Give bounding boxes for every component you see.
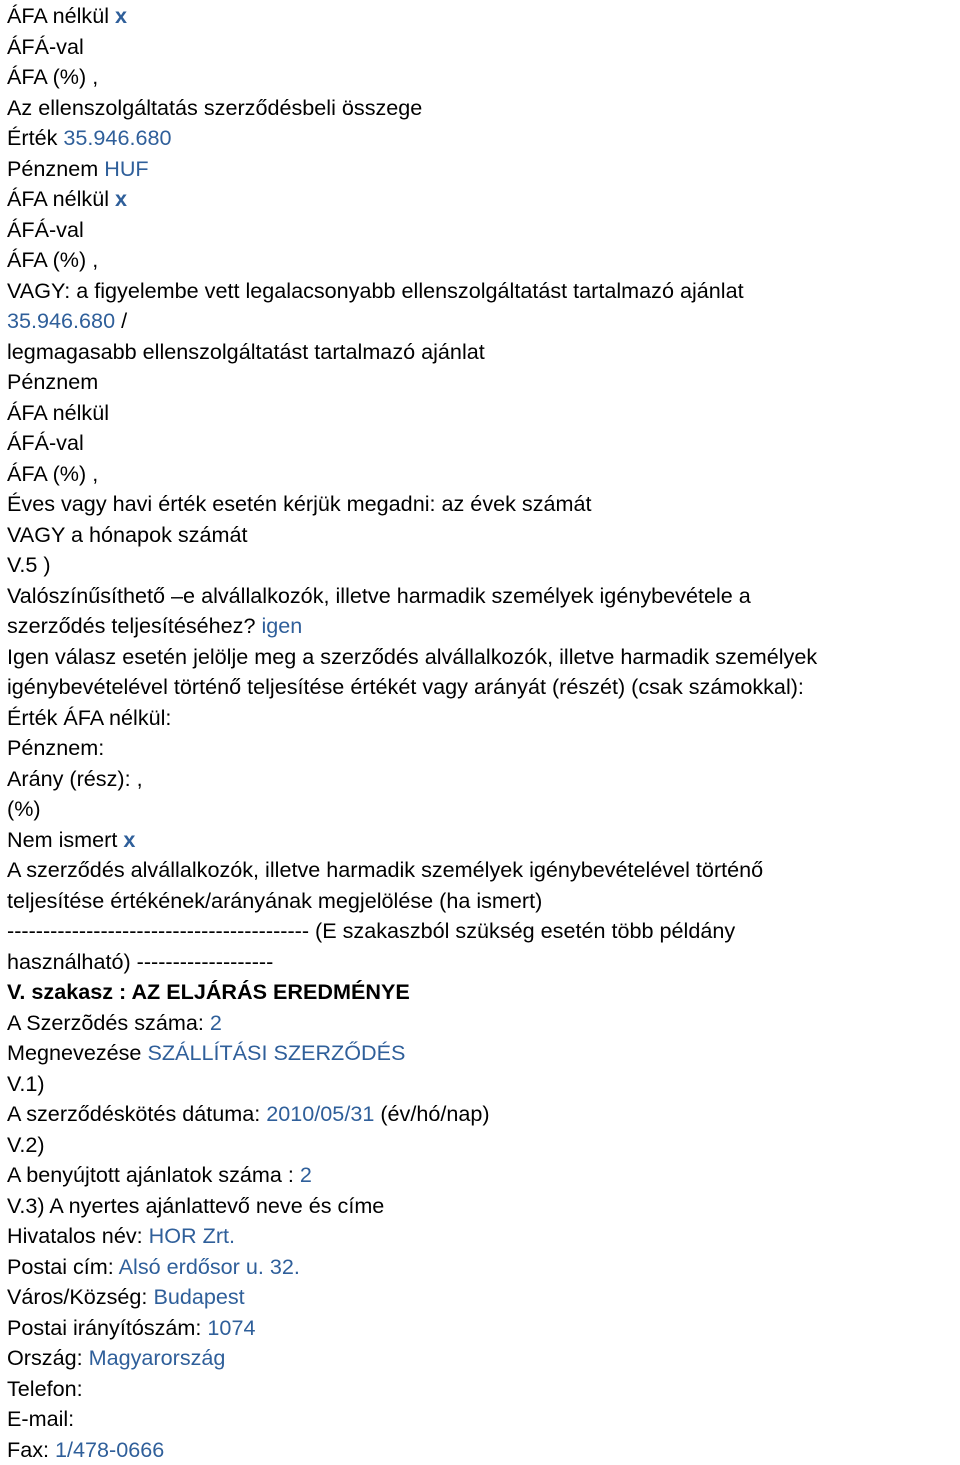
line-label: Az ellenszolgáltatás szerződésbeli összege [7,95,422,120]
line-label: ÁFA nélkül [7,186,109,211]
line-label: E-mail: [7,1406,74,1431]
line-label: ÁFA (%) , [7,461,98,486]
document-line [7,947,959,978]
document-line [7,703,959,734]
line-label: Postai irányítószám: [7,1315,201,1340]
line-label: használható) ------------------- [7,949,273,974]
document-line [7,1221,959,1252]
line-label: Város/Község: [7,1284,147,1309]
line-label: Érték ÁFA nélkül: [7,705,171,730]
document-line [7,184,959,215]
line-label: Éves vagy havi érték esetén kérjük megadni: az évek számát [7,491,592,516]
line-label: Érték [7,125,57,150]
line-value: 1074 [207,1315,255,1340]
line-label: igénybevételével történő teljesítése értékét vagy arányát (részét) (csak számokkal): [7,674,804,699]
document-line [7,398,959,429]
line-mark: x [115,3,127,28]
line-label: ------------------------------------------ (E szakaszból szükség esetén több példány [7,918,735,943]
line-label: ÁFÁ-val [7,217,84,242]
document-line [7,459,959,490]
document-line [7,1099,959,1130]
document-line [7,276,959,307]
document-line [7,32,959,63]
document-line [7,1252,959,1283]
line-mark: x [115,186,127,211]
line-suffix: (év/hó/nap) [380,1101,489,1126]
line-label: Fax: [7,1437,49,1462]
document-line [7,245,959,276]
line-label: V.5 ) [7,552,51,577]
line-value: Budapest [153,1284,244,1309]
line-label: ÁFA nélkül [7,3,109,28]
line-label: ÁFA (%) , [7,247,98,272]
document-line [7,733,959,764]
line-value: HUF [104,156,148,181]
document-line [7,1038,959,1069]
line-value: 35.946.680 [7,308,115,333]
document-line [7,611,959,642]
document-line [7,1404,959,1435]
line-label: VAGY: a figyelembe vett legalacsonyabb ellenszolgáltatást tartalmazó ajánlat [7,278,744,303]
document-line [7,977,959,1008]
document-line [7,1069,959,1100]
line-label: ÁFÁ-val [7,34,84,59]
line-label: Igen válasz esetén jelölje meg a szerződés alvállalkozók, illetve harmadik személyek [7,644,817,669]
document-body [7,1,959,1465]
document-line [7,1008,959,1039]
line-label: A szerződés alvállalkozók, illetve harmadik személyek igénybevételével történő [7,857,763,882]
document-line [7,1130,959,1161]
line-label: A Szerzõdés száma: [7,1010,204,1035]
document-line [7,337,959,368]
line-label: Postai cím: [7,1254,114,1279]
document-line [7,1374,959,1405]
line-label: Ország: [7,1345,83,1370]
line-label: szerződés teljesítéséhez? [7,613,255,638]
document-line [7,1160,959,1191]
line-label: Nem ismert [7,827,117,852]
line-value: HOR Zrt. [149,1223,235,1248]
line-value: SZÁLLÍTÁSI SZERZŐDÉS [147,1040,405,1065]
document-line [7,62,959,93]
document-line [7,794,959,825]
document-line [7,1282,959,1313]
document-line [7,93,959,124]
line-label: V.3) A nyertes ajánlattevő neve és címe [7,1193,384,1218]
document-line [7,367,959,398]
document-line [7,672,959,703]
line-label: ÁFA nélkül [7,400,109,425]
document-line [7,581,959,612]
line-value: 2010/05/31 [266,1101,374,1126]
document-line [7,428,959,459]
line-label: Valószínűsíthető –e alvállalkozók, illetve harmadik személyek igénybevétele a [7,583,751,608]
line-label: Arány (rész): , [7,766,143,791]
line-value: Magyarország [89,1345,226,1370]
line-label: V.2) [7,1132,45,1157]
line-value: 2 [300,1162,312,1187]
document-line [7,550,959,581]
document-line [7,215,959,246]
line-label: V.1) [7,1071,45,1096]
line-label: VAGY a hónapok számát [7,522,247,547]
document-line [7,855,959,886]
document-line [7,642,959,673]
line-suffix: / [121,308,127,333]
document-line [7,1,959,32]
line-value: 2 [210,1010,222,1035]
line-label: Megnevezése [7,1040,141,1065]
document-line [7,123,959,154]
document-line [7,886,959,917]
line-label: (%) [7,796,41,821]
line-label: A benyújtott ajánlatok száma : [7,1162,294,1187]
document-line [7,520,959,551]
document-line [7,306,959,337]
line-value: 35.946.680 [63,125,171,150]
line-label: Telefon: [7,1376,83,1401]
line-label: Pénznem [7,156,98,181]
document-line [7,916,959,947]
line-label: Pénznem: [7,735,104,760]
line-value: igen [261,613,302,638]
line-label: A szerződéskötés dátuma: [7,1101,260,1126]
line-label: ÁFÁ-val [7,430,84,455]
line-value: 1/478-0666 [55,1437,164,1462]
line-label: Pénznem [7,369,98,394]
line-value: Alsó erdősor u. 32. [119,1254,300,1279]
document-line [7,1435,959,1465]
line-label: Hivatalos név: [7,1223,143,1248]
line-label: teljesítése értékének/arányának megjelölése (ha ismert) [7,888,542,913]
document-line [7,764,959,795]
document-line [7,1343,959,1374]
document-line [7,1191,959,1222]
document-line [7,154,959,185]
line-mark: x [123,827,135,852]
document-line [7,489,959,520]
document-line [7,1313,959,1344]
line-label: ÁFA (%) , [7,64,98,89]
line-label: legmagasabb ellenszolgáltatást tartalmazó ajánlat [7,339,485,364]
document-line [7,825,959,856]
line-label: V. szakasz : AZ ELJÁRÁS EREDMÉNYE [7,979,410,1004]
